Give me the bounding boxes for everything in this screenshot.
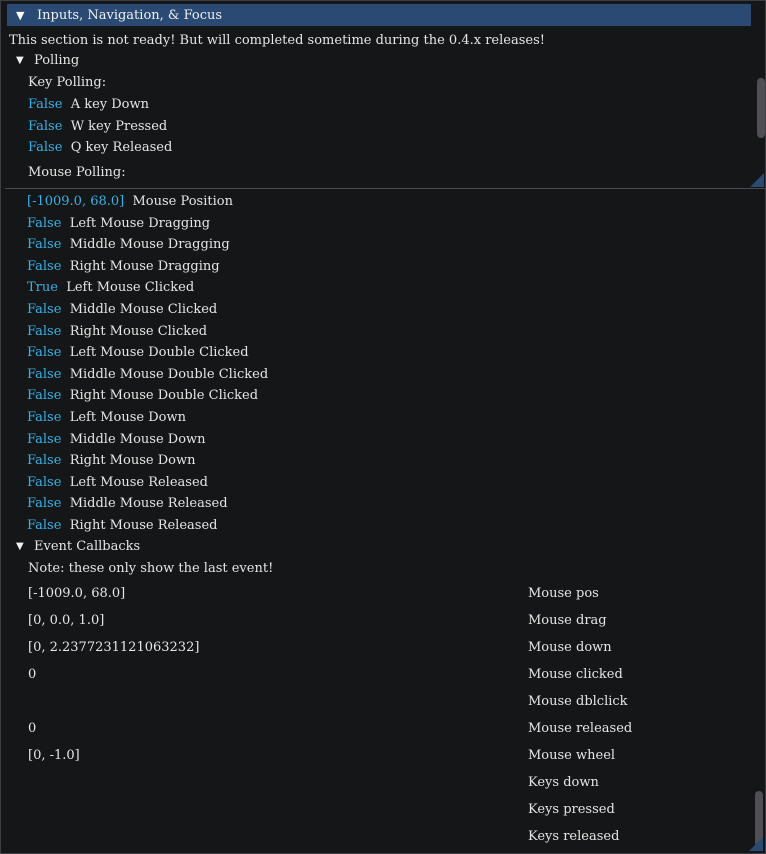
- mouse-poll-row: [27, 345, 249, 361]
- polling-tree-node[interactable]: Polling: [34, 53, 80, 68]
- mouse-poll-label: Middle Mouse Double Clicked: [69, 366, 269, 382]
- mouse-poll-label: Middle Mouse Clicked: [69, 302, 218, 317]
- event-callbacks-tree-node[interactable]: Event Callbacks: [34, 539, 141, 554]
- event-label: Keys released: [528, 829, 620, 844]
- event-value: 0: [28, 721, 37, 736]
- mouse-poll-label: Middle Mouse Released: [69, 496, 228, 512]
- event-label: Mouse wheel: [528, 748, 616, 763]
- mouse-poll-value: False: [27, 323, 62, 339]
- key-poll-row: [28, 119, 167, 135]
- key-polling-label: Key Polling:: [28, 75, 107, 90]
- notice-text: This section is not ready! But will completed sometime during the 0.4.x releases!: [9, 33, 545, 48]
- event-label: Mouse pos: [528, 586, 599, 601]
- mouse-poll-row: [27, 410, 186, 426]
- mouse-poll-row: [27, 388, 258, 404]
- event-note: Note: these only show the last event!: [28, 561, 274, 576]
- mouse-polling-label: Mouse Polling:: [28, 165, 126, 180]
- mouse-poll-row: [27, 367, 268, 383]
- section-header[interactable]: [7, 4, 751, 26]
- mouse-poll-value: False: [27, 410, 62, 425]
- mouse-poll-label: Left Mouse Down: [69, 410, 186, 425]
- mouse-poll-row: [27, 194, 233, 210]
- mouse-poll-label: Right Mouse Down: [69, 453, 196, 469]
- mouse-poll-label: Right Mouse Dragging: [69, 258, 220, 274]
- mouse-poll-value: False: [27, 302, 62, 317]
- event-label: Mouse drag: [528, 613, 607, 628]
- event-value: [0, -1.0]: [28, 748, 80, 763]
- mouse-poll-row: [27, 280, 194, 296]
- mouse-poll-row: [27, 324, 207, 340]
- event-value: [0, 0.0, 1.0]: [28, 613, 105, 628]
- mouse-poll-row: [27, 496, 228, 512]
- mouse-poll-label: Middle Mouse Dragging: [69, 237, 230, 253]
- mouse-poll-value: [-1009.0, 68.0]: [27, 194, 125, 209]
- mouse-poll-value: False: [27, 431, 62, 447]
- mouse-poll-value: False: [27, 388, 62, 404]
- key-poll-value: False: [28, 97, 63, 112]
- mouse-poll-value: False: [27, 518, 62, 533]
- key-poll-label: W key Pressed: [70, 119, 168, 134]
- mouse-poll-row: [27, 216, 210, 232]
- mouse-poll-label: Right Mouse Double Clicked: [69, 388, 259, 404]
- triangle-down-icon[interactable]: ▼: [16, 55, 24, 66]
- mouse-poll-value: False: [27, 237, 62, 253]
- mouse-poll-row: [27, 453, 195, 469]
- mouse-poll-row: [27, 518, 217, 534]
- mouse-poll-row: [27, 259, 220, 275]
- mouse-poll-row: [27, 302, 217, 318]
- mouse-poll-value: True: [27, 280, 58, 296]
- mouse-poll-label: Left Mouse Released: [69, 474, 208, 490]
- mouse-poll-label: Right Mouse Released: [69, 518, 218, 533]
- event-value: [0, 2.2377231121063232]: [28, 640, 200, 655]
- section-header-label: Inputs, Navigation, & Focus: [37, 7, 223, 23]
- event-label: Mouse down: [528, 640, 612, 655]
- mouse-poll-value: False: [27, 474, 62, 490]
- triangle-down-icon[interactable]: ▼: [16, 541, 24, 552]
- mouse-poll-value: False: [27, 453, 62, 469]
- polling-child-window: [5, 28, 765, 189]
- mouse-poll-label: Left Mouse Double Clicked: [69, 345, 249, 361]
- child-scrollbar-thumb[interactable]: [757, 78, 765, 138]
- mouse-poll-row: [27, 475, 208, 491]
- key-poll-value: False: [28, 119, 63, 134]
- mouse-poll-value: False: [27, 366, 62, 382]
- key-poll-label: A key Down: [70, 97, 150, 112]
- resize-grip-icon[interactable]: [749, 837, 763, 851]
- mouse-poll-label: Middle Mouse Down: [69, 431, 206, 447]
- mouse-poll-label: Right Mouse Clicked: [69, 323, 208, 339]
- resize-grip-icon[interactable]: [750, 173, 764, 187]
- event-label: Keys pressed: [528, 802, 615, 817]
- mouse-poll-row: [27, 432, 206, 448]
- mouse-poll-value: False: [27, 345, 62, 361]
- key-poll-row: [28, 140, 172, 156]
- key-poll-label: Q key Released: [70, 140, 173, 155]
- mouse-poll-value: False: [27, 215, 62, 231]
- mouse-poll-row: [27, 237, 230, 253]
- event-label: Mouse clicked: [528, 667, 623, 682]
- key-poll-value: False: [28, 140, 63, 155]
- mouse-poll-label: Left Mouse Dragging: [69, 215, 211, 231]
- event-label: Mouse dblclick: [528, 694, 628, 709]
- event-label: Keys down: [528, 775, 599, 790]
- mouse-poll-value: False: [27, 258, 62, 274]
- triangle-down-icon: ▼: [16, 8, 25, 22]
- event-value: 0: [28, 667, 37, 682]
- mouse-poll-value: False: [27, 496, 62, 512]
- event-value: [-1009.0, 68.0]: [28, 586, 126, 601]
- mouse-poll-label: Left Mouse Clicked: [66, 280, 195, 296]
- event-label: Mouse released: [528, 721, 633, 736]
- mouse-poll-label: Mouse Position: [132, 194, 233, 209]
- key-poll-row: [28, 97, 149, 113]
